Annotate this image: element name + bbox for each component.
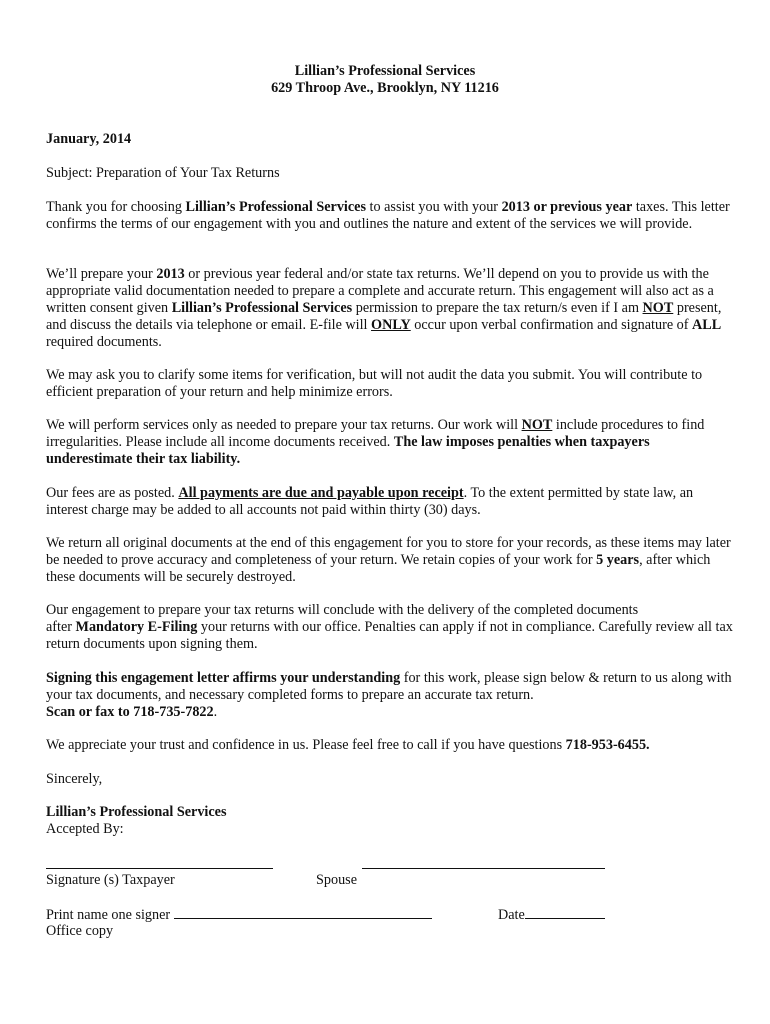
taxpayer-signature-label: Signature (s) Taxpayer [46,872,175,888]
date-label: Date [498,907,525,923]
paragraph-appreciation: We appreciate your trust and confidence in us. Please feel free to call if you have questions 718-953-6455. [46,737,650,753]
paragraph-documents: We return all original documents at the end of this engagement for you to store for your records, as these items may later be needed to prove accuracy and completeness of your return. We retain copies of your work for 5 years, after which these documents will be securely destroyed. [46,535,731,585]
letter-date: January, 2014 [46,131,132,147]
date-row [498,906,605,924]
print-name-label: Print name one signer [46,907,174,923]
paragraph-verification: We may ask you to clarify some items for verification, but will not audit the data you submit. You will contribute to efficient preparation of your return and help minimize errors. [46,367,703,400]
closing-company: Lillian’s Professional Services [46,804,227,820]
paragraph-signing: Signing this engagement letter affirms your understanding for this work, please sign below & return to us along with your tax documents, and necessary completed forms to prepare an accurate tax return. Scan or fax to 718-735-7822. [46,670,732,720]
closing-sincerely: Sincerely, [46,771,103,787]
company-name: Lillian’s Professional Services [294,63,476,79]
paragraph-services: We will perform services only as needed to prepare your tax returns. Our work will NOT include procedures to find irregularities. Please include all income documents received. The law imposes penalties when taxpayers underestimate their tax liability. [46,417,705,467]
accepted-by-label: Accepted By: [46,821,124,837]
paragraph-fees: Our fees are as posted. All payments are due and payable upon receipt. To the extent permitted by state law, an interest charge may be added to all accounts not paid within thirty (30) days. [46,485,694,518]
date-line[interactable] [525,906,605,919]
subject-line: Subject: Preparation of Your Tax Returns [46,165,280,181]
print-name-line[interactable] [174,906,432,919]
spouse-signature-line[interactable] [362,856,605,869]
letterhead [0,63,770,97]
taxpayer-signature-line[interactable] [46,856,273,869]
office-copy-label: Office copy [46,923,114,939]
paragraph-conclusion: Our engagement to prepare your tax returns will conclude with the delivery of the completed documents after Mandatory E-Filing your returns with our office. Penalties can apply if not in compliance. Carefully review all tax return documents upon signing them. [46,602,733,652]
paragraph-intro: Thank you for choosing Lillian’s Professional Services to assist you with your 2013 or previous year taxes. This letter confirms the terms of our engagement with you and outlines the nature and extent of the services we will provide. [46,199,730,232]
paragraph-preparation: We’ll prepare your 2013 or previous year federal and/or state tax returns. We’ll depend on you to provide us with the appropriate valid documentation needed to prepare a complete and accurate return. This engagement will also act as a written consent given Lillian’s Professional Services permission to prepare the tax return/s even if I am NOT present, and discuss the details via telephone or email. E-file will ONLY occur upon verbal confirmation and signature of ALL required documents. [46,266,722,350]
company-address: 629 Throop Ave., Brooklyn, NY 11216 [271,80,499,96]
print-name-row [46,906,432,924]
spouse-signature-label: Spouse [316,872,357,888]
